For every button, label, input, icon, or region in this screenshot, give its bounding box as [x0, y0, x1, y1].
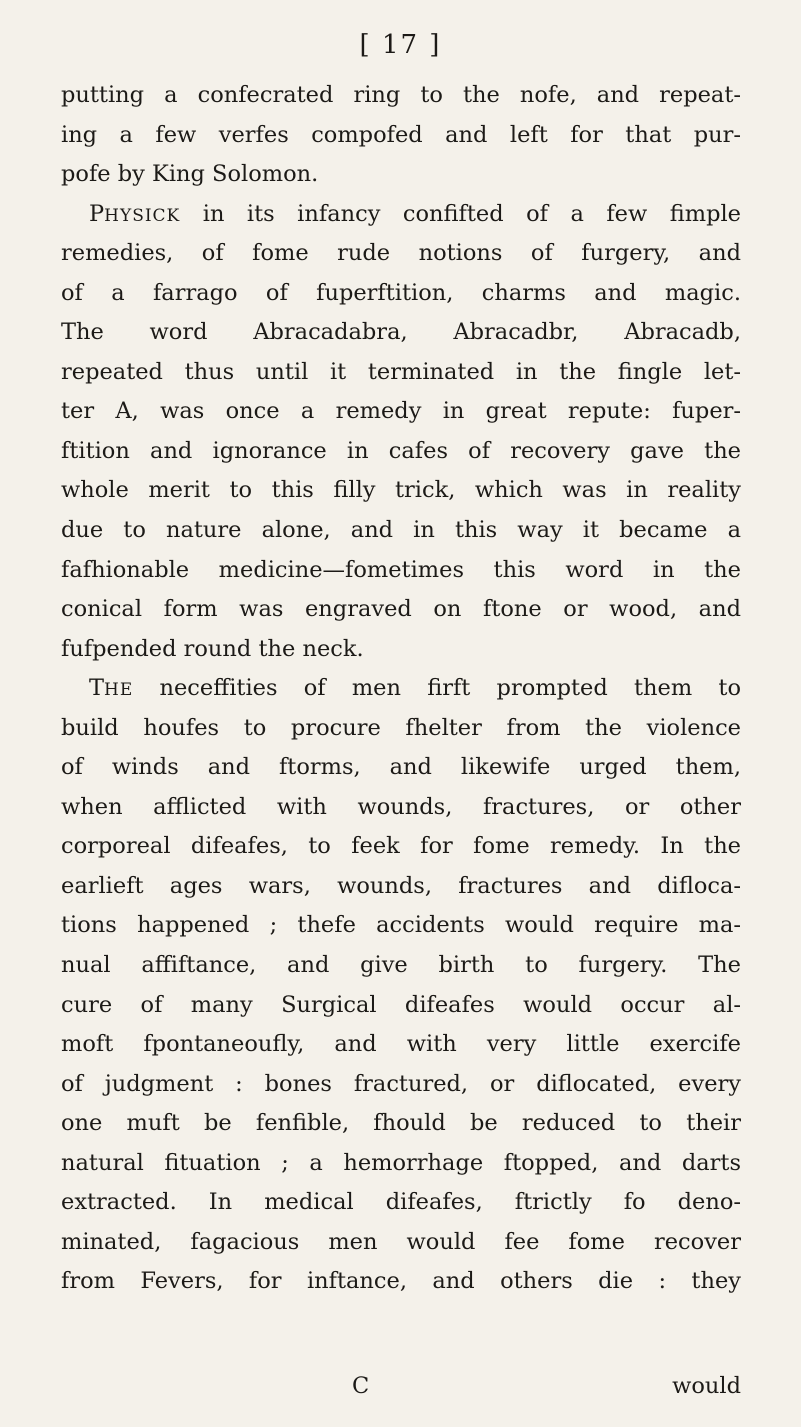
line-text: of winds and ftorms, and likewife urged them,	[61, 754, 741, 781]
line-text: earlieft ages wars, wounds, fractures and difloca-	[61, 872, 741, 899]
signature-mark: C	[352, 1373, 370, 1399]
line-text: tions happened ; thefe accidents would require ma-	[61, 912, 741, 939]
small-caps-initial: P	[89, 200, 105, 227]
text-line	[61, 709, 741, 749]
line-text: when afflicted with wounds, fractures, or other	[61, 793, 741, 820]
line-text: build houfes to procure fhelter from the violence	[61, 714, 741, 741]
text-line	[61, 353, 741, 393]
small-caps-initial: T	[89, 675, 105, 702]
text-line	[61, 748, 741, 788]
text-line	[61, 1025, 741, 1065]
text-line	[61, 1065, 741, 1105]
line-text: repeated thus until it terminated in the fingle let-	[61, 358, 741, 385]
text-line	[61, 827, 741, 867]
text-line	[61, 669, 741, 709]
line-text: putting a confecrated ring to the nofe, and repeat-	[61, 82, 741, 108]
text-line	[61, 274, 741, 314]
line-text: due to nature alone, and in this way it became a	[61, 517, 741, 544]
line-text: in its infancy confifted of a few fimple	[180, 200, 741, 227]
line-text: remedies, of fome rude notions of furgery, and	[61, 240, 741, 267]
catchword: would	[672, 1373, 741, 1399]
text-line	[61, 1262, 741, 1302]
line-text: moft fpontaneoufly, and with very little exercife	[61, 1031, 741, 1058]
line-text: fafhionable medicine—fometimes this word in the	[61, 556, 741, 583]
text-line	[61, 116, 741, 156]
line-text: one muft be fenfible, fhould be reduced to their	[61, 1110, 741, 1137]
text-line	[61, 867, 741, 907]
text-line	[61, 1144, 741, 1184]
text-line	[61, 906, 741, 946]
text-line	[61, 946, 741, 986]
page-number: [ 17 ]	[359, 30, 442, 60]
text-line	[61, 1223, 741, 1263]
text-line	[61, 195, 741, 235]
line-text: of judgment : bones fractured, or diflocated, every	[61, 1070, 741, 1097]
text-line	[61, 155, 741, 195]
text-line	[61, 1183, 741, 1223]
line-text: fufpended round the neck.	[61, 635, 364, 662]
line-text: of a farrago of fuperftition, charms and magic.	[61, 279, 741, 306]
line-text: ter A, was once a remedy in great repute: fuper-	[61, 398, 741, 425]
line-text: extracted. In medical difeafes, ftrictly fo deno-	[61, 1189, 741, 1216]
line-text: corporeal difeafes, to feek for fome remedy. In the	[61, 833, 741, 860]
text-line	[61, 630, 741, 670]
line-text: natural fituation ; a hemorrhage ftopped, and darts	[61, 1149, 741, 1176]
line-text: minated, fagacious men would fee fome recover	[61, 1228, 741, 1255]
page-footer	[0, 1373, 801, 1413]
line-text: pofe by King Solomon.	[61, 161, 319, 188]
text-line	[61, 432, 741, 472]
line-text: neceffities of men firft prompted them to	[133, 675, 741, 702]
line-text: ing a few verfes compofed and left for that pur-	[61, 121, 741, 148]
body-text	[61, 76, 741, 1302]
line-text: The word Abracadabra, Abracadbr, Abracadb,	[61, 319, 741, 346]
text-line	[61, 590, 741, 630]
text-line	[61, 551, 741, 591]
text-line	[61, 392, 741, 432]
line-text: cure of many Surgical difeafes would occur al-	[61, 991, 741, 1018]
text-line	[61, 234, 741, 274]
text-line	[61, 1104, 741, 1144]
small-caps-word: HYSICK	[104, 205, 181, 226]
text-line	[61, 788, 741, 828]
line-text: from Fevers, for inftance, and others die : they	[61, 1268, 741, 1295]
text-line	[61, 313, 741, 353]
line-text: nual affiftance, and give birth to furgery. The	[61, 952, 741, 979]
text-line	[61, 986, 741, 1026]
line-text: whole merit to this filly trick, which was in reality	[61, 477, 741, 504]
text-line	[61, 76, 741, 116]
line-text: ftition and ignorance in cafes of recovery gave the	[61, 437, 741, 464]
line-text: conical form was engraved on ftone or wood, and	[61, 596, 741, 623]
text-line	[61, 471, 741, 511]
small-caps-word: HE	[104, 680, 134, 701]
text-line	[61, 511, 741, 551]
